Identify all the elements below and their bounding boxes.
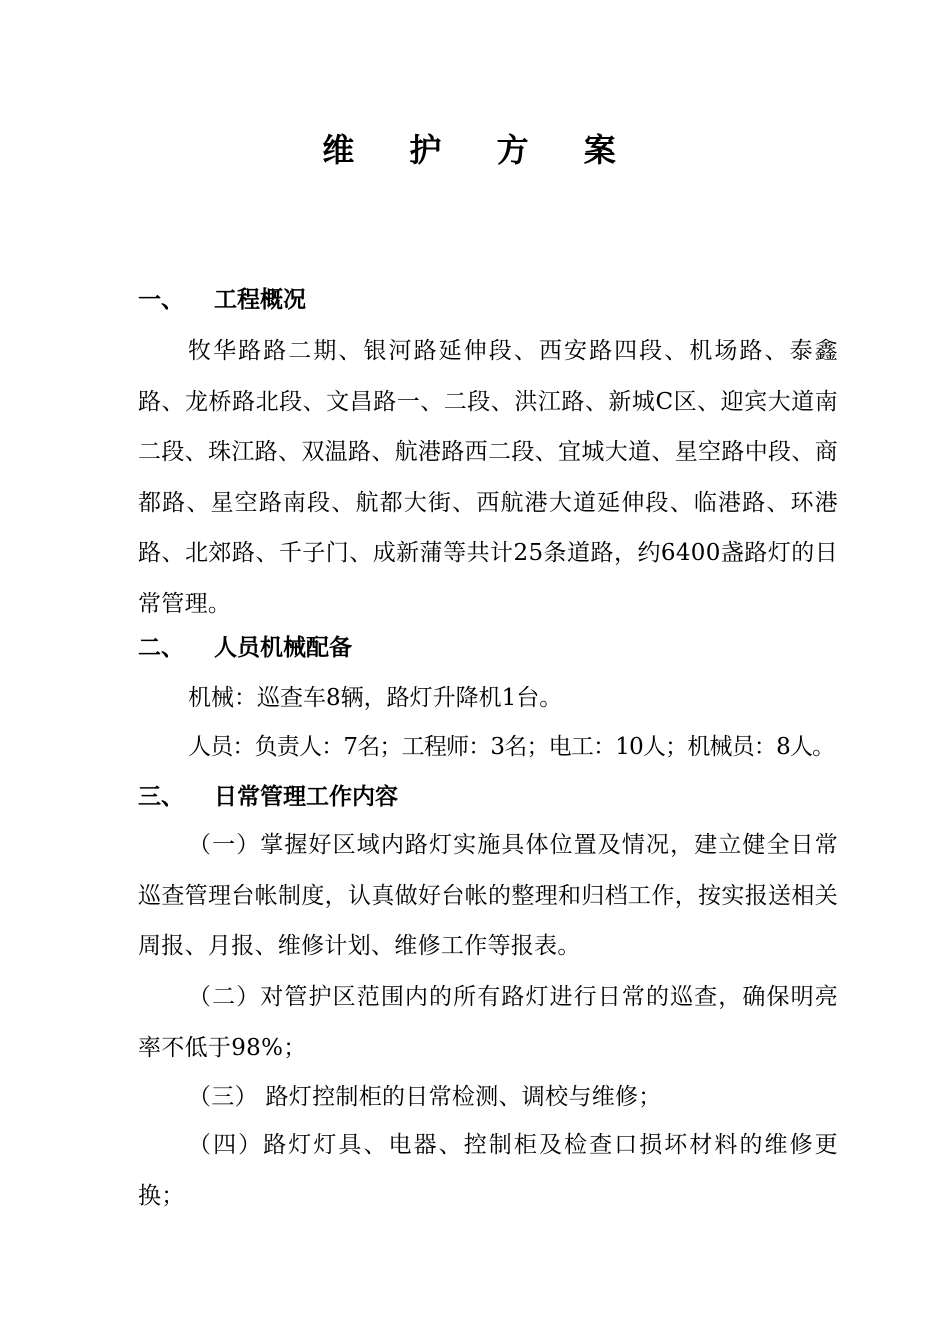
section-number-2: 二、	[138, 635, 184, 661]
section-heading-2	[138, 628, 352, 668]
section-number-3: 三、	[138, 784, 184, 810]
section-number-1: 一、	[138, 287, 184, 313]
work-item-3: （三） 路灯控制柜的日常检测、调校与维修；	[188, 1084, 662, 1110]
work-item-1: （一）掌握好区域内路灯实施具体位置及情况，建立健全日常巡查管理台帐制度，认真做好台帐的整理和归档工作，按实报送相关周报、月报、维修计划、维修工作等报表。	[138, 832, 838, 959]
project-overview-paragraph: 牧华路路二期、银河路延伸段、西安路四段、机场路、泰鑫路、龙桥路北段、文昌路一、二段、洪江路、新城C区、迎宾大道南二段、珠江路、双温路、航港路西二段、宜城大道、星空路中段、商都路、星空路南段、航都大街、西航港大道延伸段、临港路、环港路、北郊路、千子门、成新蒲等共计25条道路，约6400盏路灯的日常管理。	[138, 338, 838, 617]
machinery-line: 机械：巡查车8辆，路灯升降机1台。	[188, 685, 563, 711]
work-item-2: （二）对管护区范围内的所有路灯进行日常的巡查，确保明亮率不低于98%；	[138, 984, 838, 1061]
section-heading-3	[138, 777, 398, 817]
section-title-1: 工程概况	[214, 287, 306, 313]
work-item-4: （四）路灯灯具、电器、控制柜及检查口损坏材料的维修更换；	[138, 1132, 838, 1209]
section-heading-1	[138, 280, 306, 320]
section-title-2: 人员机械配备	[214, 635, 352, 661]
section-title-3: 日常管理工作内容	[214, 784, 398, 810]
document-title: 维 护 方 案	[322, 131, 638, 169]
personnel-line: 人员：负责人：7名；工程师：3名；电工：10人；机械员：8人。	[188, 734, 835, 760]
